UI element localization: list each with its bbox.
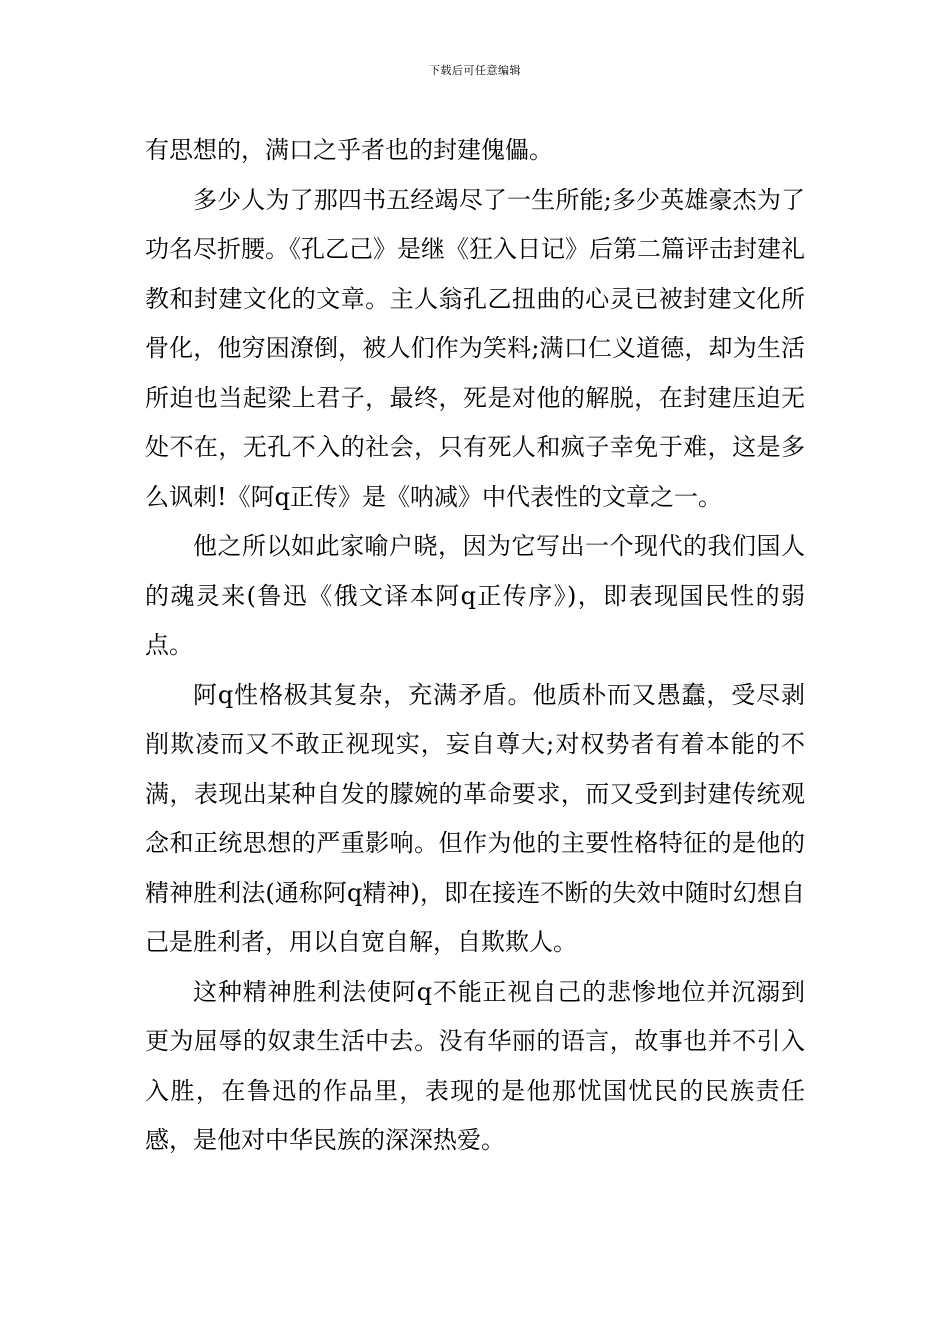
paragraph: 阿q性格极其复杂，充满矛盾。他质朴而又愚蠢，受尽剥削欺凌而又不敢正视现实，妄自尊大;对权势者有着本能的不满，表现出某种自发的朦婉的革命要求，而又受到封建传统观念和正统思想的严重影响。但作为他的主要性格特征的是他的精神胜利法(通称阿q精神)，即在接连不断的失效中随时幻想自己是胜利者，用以自宽自解，自欺欺人。 — [145, 680, 805, 956]
paragraph: 他之所以如此家喻户晓，因为它写出一个现代的我们国人的魂灵来(鲁迅《俄文译本阿q正传序》)，即表现国民性的弱点。 — [145, 532, 805, 659]
paragraph-continuation: 有思想的，满口之乎者也的封建傀儡。 — [145, 136, 553, 164]
document-body — [145, 126, 805, 1166]
paragraph: 这种精神胜利法使阿q不能正视自己的悲惨地位并沉溺到更为屈辱的奴隶生活中去。没有华丽的语言，故事也并不引入入胜，在鲁迅的作品里，表现的是他那忧国忧民的民族责任感，是他对中华民族的深深热爱。 — [145, 977, 805, 1154]
page-header: 下载后可任意编辑 — [429, 64, 521, 77]
paragraph: 多少人为了那四书五经竭尽了一生所能;多少英雄豪杰为了功名尽折腰。《孔乙己》是继《狂入日记》后第二篇评击封建礼教和封建文化的文章。主人翁孔乙扭曲的心灵已被封建文化所骨化，他穷困潦倒，被人们作为笑料;满口仁义道德，却为生活所迫也当起梁上君子，最终，死是对他的解脱，在封建压迫无处不在，无孔不入的社会，只有死人和疯子幸免于难，这是多么讽刺!《阿q正传》是《呐减》中代表性的文章之一。 — [145, 185, 805, 511]
